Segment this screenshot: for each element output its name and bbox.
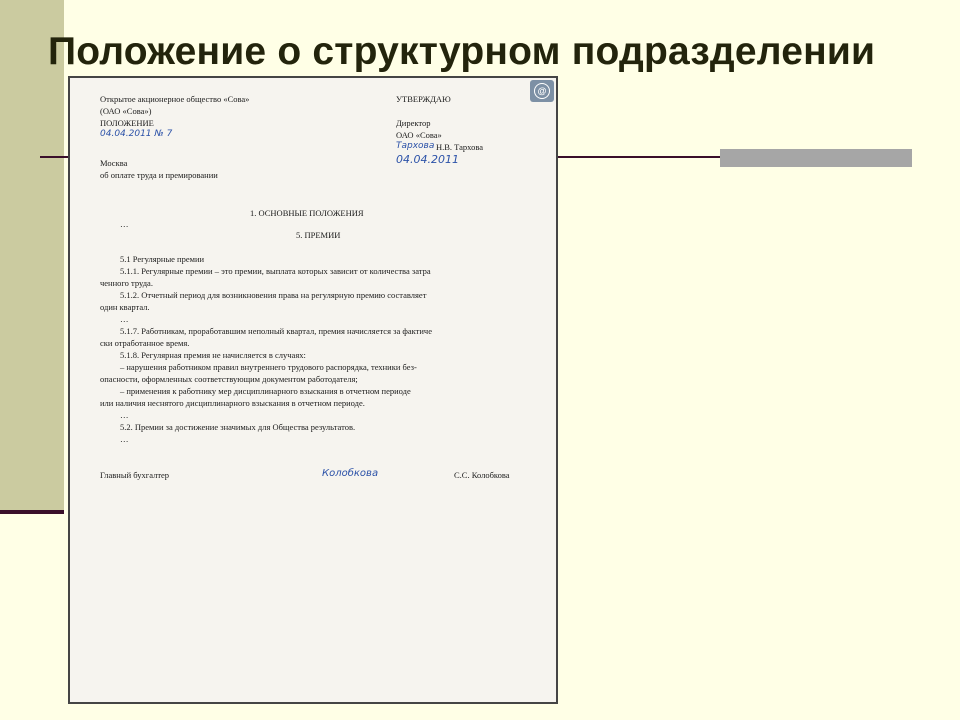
- doc-line: или наличия неснятого дисциплинарного взыскания в отчетном периоде.: [100, 398, 365, 408]
- doc-line: 5.1.8. Регулярная премия не начисляется в случаях:: [120, 350, 306, 360]
- doc-line: 5.1.7. Работникам, проработавшим неполный квартал, премия начисляется за фактиче: [120, 326, 432, 336]
- doc-line: 5.1 Регулярные премии: [120, 254, 205, 264]
- grey-accent-bar: [720, 149, 912, 167]
- doc-line: 5.1.1. Регулярные премии – это премии, выплата которых зависит от количества затра: [120, 266, 431, 276]
- doc-line: …: [120, 434, 129, 444]
- approve-date: 04.04.2011: [396, 153, 459, 166]
- title-underline-left: [40, 156, 70, 158]
- document-scan: [68, 76, 558, 704]
- director-name: Н.В. Тархова: [436, 142, 484, 152]
- logo-icon: @: [530, 80, 554, 102]
- doc-line: – нарушения работником правил внутреннего трудового распорядка, техники без-: [120, 362, 417, 372]
- left-divider-line: [0, 510, 64, 514]
- doc-line: опасности, оформленных соответствующим документом работодателя;: [100, 374, 358, 384]
- doc-line: ченного труда.: [100, 278, 153, 288]
- doc-line: …: [120, 410, 129, 420]
- doc-line: ски отработанное время.: [100, 338, 190, 348]
- doc-line: …: [120, 314, 129, 324]
- signer-signature: Колобкова: [322, 468, 379, 479]
- doc-date-number: 04.04.2011 № 7: [100, 129, 173, 139]
- org-name: Открытое акционерное общество «Сова»: [100, 94, 250, 104]
- doc-subject: об оплате труда и премировании: [100, 170, 218, 180]
- section-5-heading: 5. ПРЕМИИ: [296, 230, 341, 240]
- director-org: ОАО «Сова»: [396, 130, 442, 140]
- ellipsis-1: …: [120, 219, 129, 229]
- director-label: Директор: [396, 118, 431, 128]
- doc-line: один квартал.: [100, 302, 150, 312]
- signer-role: Главный бухгалтер: [100, 470, 170, 480]
- city: Москва: [100, 158, 128, 168]
- doc-line: – применения к работнику мер дисциплинарного взыскания в отчетном периоде: [120, 386, 411, 396]
- section-1-heading: 1. ОСНОВНЫЕ ПОЛОЖЕНИЯ: [250, 208, 364, 218]
- doc-type: ПОЛОЖЕНИЕ: [100, 118, 154, 128]
- director-signature: Тархова: [396, 141, 435, 151]
- org-short: (ОАО «Сова»): [100, 106, 152, 116]
- doc-line: 5.1.2. Отчетный период для возникновения права на регулярную премию составляет: [120, 290, 427, 300]
- slide-title: Положение о структурном подразделении: [48, 30, 876, 73]
- doc-line: 5.2. Премии за достижение значимых для Общества результатов.: [120, 422, 356, 432]
- left-decorative-band: [0, 0, 64, 512]
- signer-name: С.С. Колобкова: [454, 470, 510, 480]
- approve-label: УТВЕРЖДАЮ: [396, 94, 451, 104]
